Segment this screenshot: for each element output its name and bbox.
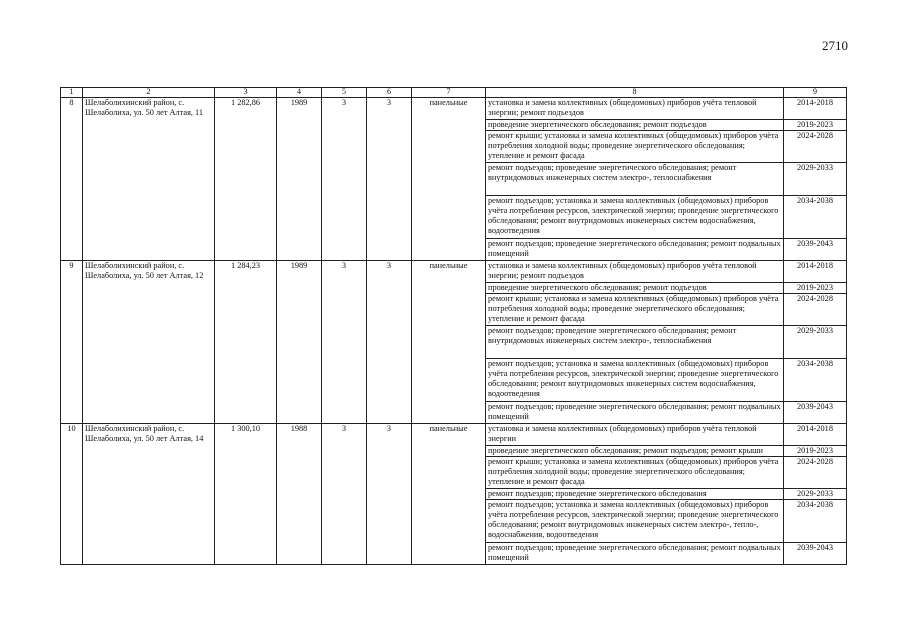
work-description-cell: проведение энергетического обследования; ремонт подъездов [486,120,784,131]
column-number: 7 [412,88,486,98]
column-number: 6 [367,88,412,98]
work-description-cell: ремонт подъездов; проведение энергетического обследования; ремонт внутридомовых инженерных систем электро-, теплоснабжения [486,326,784,359]
work-description-cell: ремонт подъездов; проведение энергетического обследования; ремонт подвальных помещений [486,543,784,565]
row-number-cell: 8 [61,98,83,261]
work-description-cell: установка и замена коллективных (общедомовых) приборов учёта тепловой энергии [486,424,784,446]
column-number: 5 [322,88,367,98]
area-cell: 1 300,10 [215,424,277,565]
address-cell: Шелаболихинский район, с. Шелаболиха, ул. 50 лет Алтая, 12 [83,261,215,424]
work-description-cell: проведение энергетического обследования; ремонт подъездов [486,283,784,294]
work-period-cell: 2019-2023 [784,120,847,131]
row-number-cell: 9 [61,261,83,424]
work-description-cell: установка и замена коллективных (общедомовых) приборов учёта тепловой энергии; ремонт подъездов [486,98,784,120]
wall-material-cell: панельные [412,261,486,424]
column-number-row [61,88,847,98]
entrances-cell: 3 [367,261,412,424]
year-cell: 1989 [277,261,322,424]
work-period-cell: 2034-2038 [784,500,847,543]
address-cell: Шелаболихинский район, с. Шелаболиха, ул. 50 лет Алтая, 11 [83,98,215,261]
row-number-cell: 10 [61,424,83,565]
work-description-cell: ремонт подъездов; установка и замена коллективных (общедомовых) приборов учёта потребления ресурсов, электрической энергии; проведение энергетического обследования; ремонт внутридомовых инженерных систем водоснабжения, водоотведения [486,359,784,402]
work-period-cell: 2029-2033 [784,326,847,359]
area-cell: 1 284,23 [215,261,277,424]
work-description-cell: ремонт крыши; установка и замена коллективных (общедомовых) приборов учёта потребления холодной воды; проведение энергетического обследования; утепление и ремонт фасада [486,457,784,489]
entrances-cell: 3 [367,424,412,565]
table-body [61,88,847,565]
work-period-cell: 2029-2033 [784,163,847,196]
page-number: 2710 [822,38,848,53]
work-period-cell: 2029-2033 [784,489,847,500]
column-number: 8 [486,88,784,98]
table-row [61,424,847,446]
wall-material-cell: панельные [412,98,486,261]
column-number: 4 [277,88,322,98]
column-number: 1 [61,88,83,98]
work-period-cell: 2014-2018 [784,424,847,446]
work-description-cell: ремонт подъездов; проведение энергетического обследования; ремонт подвальных помещений [486,239,784,261]
work-period-cell: 2024-2028 [784,457,847,489]
wall-material-cell: панельные [412,424,486,565]
work-period-cell: 2034-2038 [784,359,847,402]
floors-cell: 3 [322,261,367,424]
work-description-cell: ремонт подъездов; проведение энергетического обследования [486,489,784,500]
column-number: 3 [215,88,277,98]
work-period-cell: 2019-2023 [784,283,847,294]
work-period-cell: 2034-2038 [784,196,847,239]
work-description-cell: ремонт подъездов; установка и замена коллективных (общедомовых) приборов учёта потребления ресурсов, электрической энергии; проведение энергетического обследования; ремонт внутридомовых инженерных систем водоснабжения, водоотведения [486,196,784,239]
table-row [61,261,847,283]
work-description-cell: ремонт подъездов; установка и замена коллективных (общедомовых) приборов учёта потребления ресурсов, электрической энергии; проведение энергетического обследования; ремонт внутридомовых инженерных систем электро-, тепло-, водоснабжения, водоотведения [486,500,784,543]
work-description-cell: ремонт подъездов; проведение энергетического обследования; ремонт подвальных помещений [486,402,784,424]
work-period-cell: 2014-2018 [784,261,847,283]
column-number: 9 [784,88,847,98]
floors-cell: 3 [322,98,367,261]
area-cell: 1 282,86 [215,98,277,261]
table-row [61,98,847,120]
year-cell: 1988 [277,424,322,565]
work-period-cell: 2039-2043 [784,402,847,424]
work-period-cell: 2019-2023 [784,446,847,457]
work-description-cell: ремонт крыши; установка и замена коллективных (общедомовых) приборов учёта потребления холодной воды; проведение энергетического обследования; утепление и ремонт фасада [486,131,784,163]
work-period-cell: 2024-2028 [784,294,847,326]
capital-repair-table [60,87,847,565]
work-description-cell: установка и замена коллективных (общедомовых) приборов учёта тепловой энергии; ремонт подъездов [486,261,784,283]
work-period-cell: 2014-2018 [784,98,847,120]
work-period-cell: 2039-2043 [784,543,847,565]
address-cell: Шелаболихинский район, с. Шелаболиха, ул. 50 лет Алтая, 14 [83,424,215,565]
work-description-cell: ремонт крыши; установка и замена коллективных (общедомовых) приборов учёта потребления холодной воды; проведение энергетического обследования; утепление и ремонт фасада [486,294,784,326]
work-description-cell: проведение энергетического обследования; ремонт подъездов; ремонт крыши [486,446,784,457]
year-cell: 1989 [277,98,322,261]
work-period-cell: 2024-2028 [784,131,847,163]
work-description-cell: ремонт подъездов; проведение энергетического обследования; ремонт внутридомовых инженерных систем электро-, теплоснабжения [486,163,784,196]
column-number: 2 [83,88,215,98]
entrances-cell: 3 [367,98,412,261]
work-period-cell: 2039-2043 [784,239,847,261]
floors-cell: 3 [322,424,367,565]
